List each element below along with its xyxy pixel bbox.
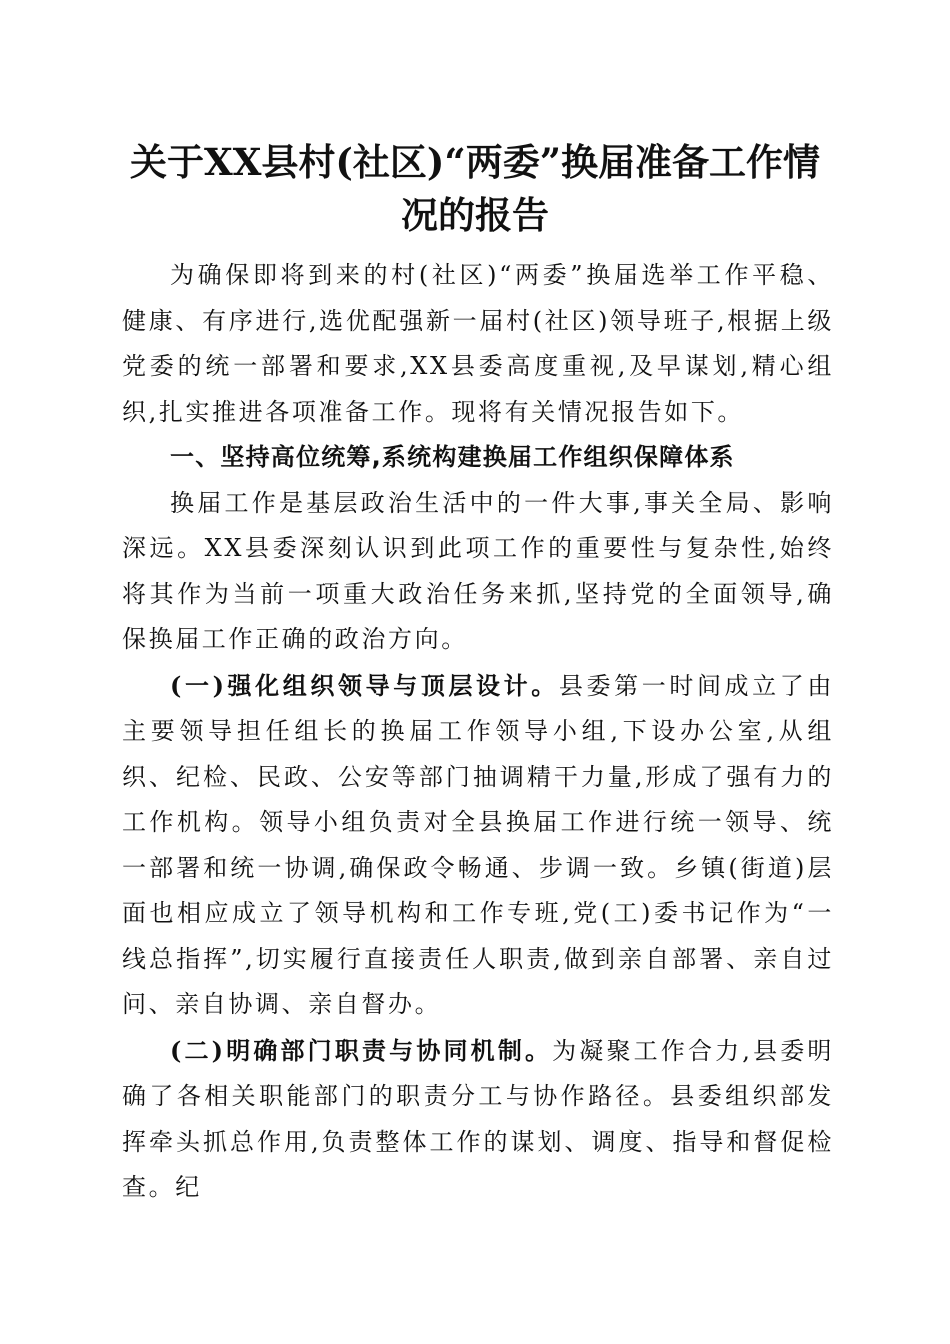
intro-paragraph: 为确保即将到来的村(社区)“两委”换届选举工作平稳、健康、有序进行,选优配强新一届村(社区)领导班子,根据上级党委的统一部署和要求,XX县委高度重视,及早谋划,精心组织,扎实推进各项准备工作。现将有关情况报告如下。 — [122, 261, 834, 426]
item-2-lead: (二)明确部门职责与协同机制。 — [170, 1035, 553, 1065]
title-line-1: 关于XX县村(社区)“两委”换届准备工作情 — [130, 140, 820, 184]
document-title — [90, 136, 860, 242]
item-2-text: 为凝聚工作合力,县委明确了各相关职能部门的职责分工与协作路径。县委组织部发挥牵头抓总作用,负责整体工作的谋划、调度、指导和督促检查。纪 — [122, 1036, 834, 1201]
title-line-2: 况的报告 — [401, 193, 549, 237]
item-2-paragraph — [122, 1028, 834, 1211]
section-1-heading: 一、坚持高位统筹,系统构建换届工作组织保障体系 — [170, 443, 735, 471]
item-1-paragraph — [122, 663, 834, 1028]
document-body — [122, 253, 834, 1211]
item-1-lead: (一)强化组织领导与顶层设计。 — [170, 670, 559, 700]
section-1-paragraph: 换届工作是基层政治生活中的一件大事,事关全局、影响深远。XX县委深刻认识到此项工作的重要性与复杂性,始终将其作为当前一项重大政治任务来抓,坚持党的全面领导,确保换届工作正确的政治方向。 — [122, 488, 834, 653]
item-1-text: 县委第一时间成立了由主要领导担任组长的换届工作领导小组,下设办公室,从组织、纪检、民政、公安等部门抽调精干力量,形成了强有力的工作机构。领导小组负责对全县换届工作进行统一领导、统一部署和统一协调,确保政令畅通、步调一致。乡镇(街道)层面也相应成立了领导机构和工作专班,党(工)委书记作为“一线总指挥”,切实履行直接责任人职责,做到亲自部署、亲自过问、亲自协调、亲自督办。 — [122, 671, 834, 1018]
